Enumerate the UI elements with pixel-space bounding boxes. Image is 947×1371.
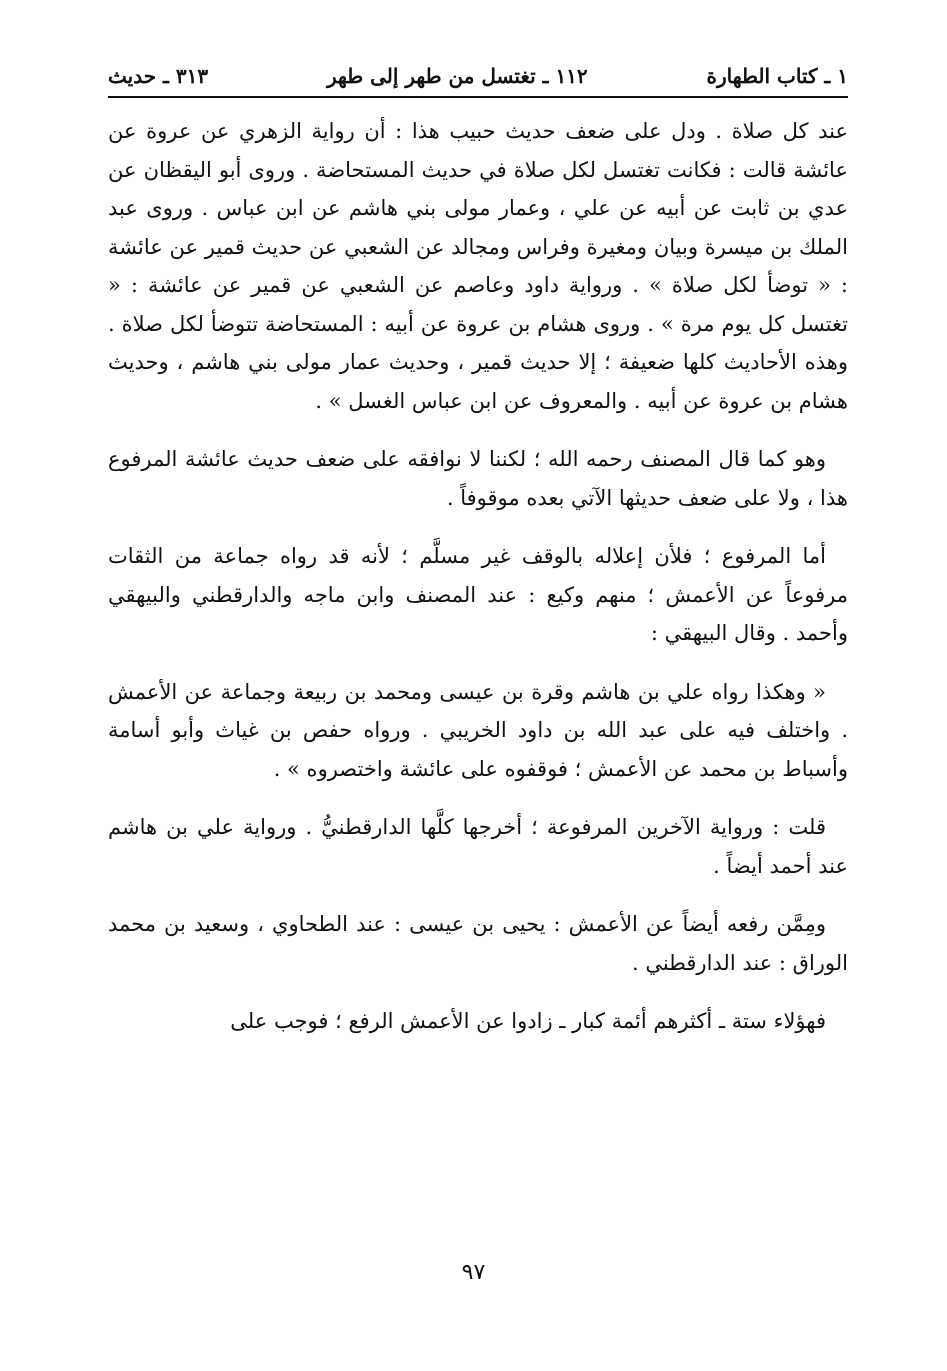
header-hadith: ٣١٣ ـ حديث xyxy=(108,64,209,88)
paragraph-1: عند كل صلاة . ودل على ضعف حديث حبيب هذا : أن رواية الزهري عن عروة عن عائشة قالت : فكانت تغتسل لكل صلاة في حديث المستحاضة . وروى أبو اليقظان عن عدي بن ثابت عن أبيه عن علي ، وعمار مولى بني هاشم عن ابن عباس . وروى عبد الملك بن ميسرة وبيان ومغيرة وفراس ومجالد عن الشعبي عن حديث قمير عن عائشة : « توضأ لكل صلاة » . ورواية داود وعاصم عن الشعبي عن قمير عن عائشة : « تغتسل كل يوم مرة » . وروى هشام بن عروة عن أبيه : المستحاضة تتوضأ لكل صلاة . وهذه الأحاديث كلها ضعيفة ؛ إلا حديث قمير ، وحديث عمار مولى بني هاشم ، وحديث هشام بن عروة عن أبيه . والمعروف عن ابن عباس الغسل » . xyxy=(108,119,848,413)
paragraph-6: ومِمَّن رفعه أيضاً عن الأعمش : يحيى بن عيسى : عند الطحاوي ، وسعيد بن محمد الوراق : عند الدارقطني . xyxy=(108,912,848,975)
paragraph-2: وهو كما قال المصنف رحمه الله ؛ لكننا لا نوافقه على ضعف حديث عائشة المرفوع هذا ، ولا على ضعف حديثها الآتي بعده موقوفاً . xyxy=(108,447,848,510)
page-number: ٩٧ xyxy=(461,1260,486,1285)
paragraph-4: « وهكذا رواه علي بن هاشم وقرة بن عيسى ومحمد بن ربيعة وجماعة عن الأعمش . واختلف فيه على عبد الله بن داود الخريبي . ورواه حفص بن غياث وأبو أسامة وأسباط بن محمد عن الأعمش ؛ فوقفوه على عائشة واختصروه » . xyxy=(108,679,848,781)
header-chapter: ١ ـ كتاب الطهارة xyxy=(706,64,848,88)
header-rule xyxy=(108,96,848,98)
header-section: ١١٢ ـ تغتسل من طهر إلى طهر xyxy=(326,64,588,88)
paragraph-7: فهؤلاء ستة ـ أكثرهم أئمة كبار ـ زادوا عن الأعمش الرفع ؛ فوجب على xyxy=(230,1009,826,1033)
page-body xyxy=(108,112,848,1061)
paragraph-3: أما المرفوع ؛ فلأن إعلاله بالوقف غير مسلَّم ؛ لأنه قد رواه جماعة من الثقات مرفوعاً عن الأعمش ؛ منهم وكيع : عند المصنف وابن ماجه والدارقطني والبيهقي وأحمد . وقال البيهقي : xyxy=(108,544,848,645)
running-header xyxy=(108,58,848,94)
paragraph-5: قلت : ورواية الآخرين المرفوعة ؛ أخرجها كلَّها الدارقطنيُّ . ورواية علي بن هاشم عند أحمد أيضاً . xyxy=(108,815,848,878)
